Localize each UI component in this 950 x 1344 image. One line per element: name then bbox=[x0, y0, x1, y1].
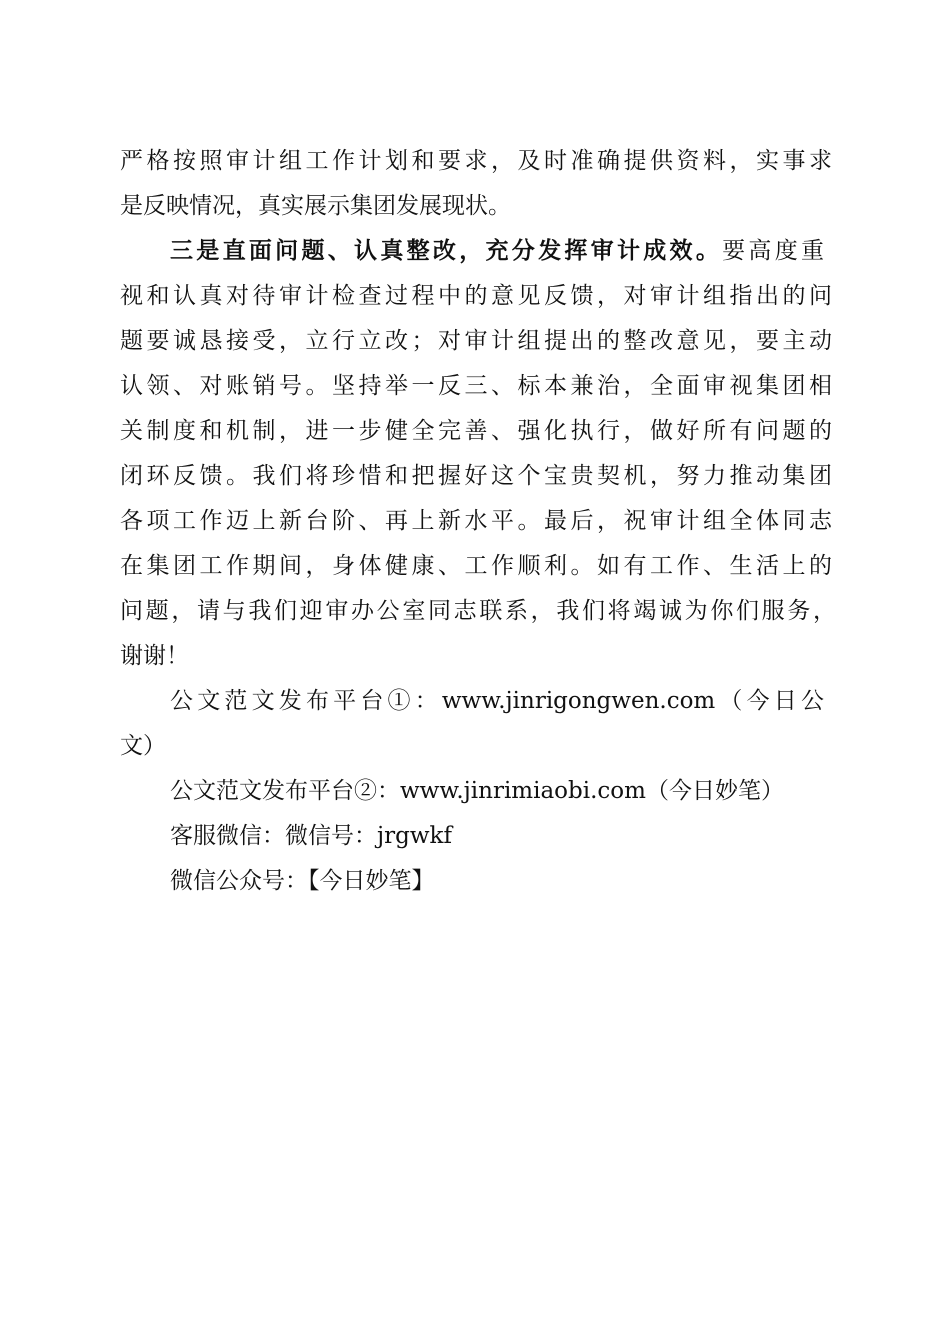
paragraph-2-line-2: 视和认真对待审计检查过程中的意见反馈，对审计组指出的问 bbox=[120, 283, 832, 309]
paragraph-2-bold-lead: 三是直面问题、认真整改，充分发挥审计成效。 bbox=[170, 237, 723, 264]
footer-platform-1-line-1: 公文范文发布平台①：www.jinrigongwen.com（今日公 bbox=[170, 688, 824, 714]
footer-official-account: 微信公众号：【今日妙笔】 bbox=[170, 868, 435, 894]
paragraph-2-line-10: 谢谢！ bbox=[120, 643, 189, 669]
paragraph-2-line-5: 关制度和机制，进一步健全完善、强化执行，做好所有问题的 bbox=[120, 418, 832, 444]
paragraph-1-line-2: 是反映情况，真实展示集团发展现状。 bbox=[120, 193, 511, 219]
paragraph-2-line-6: 闭环反馈。我们将珍惜和把握好这个宝贵契机，努力推动集团 bbox=[120, 463, 832, 489]
footer-platform-1-line-2: 文） bbox=[120, 733, 166, 759]
paragraph-2-line-1 bbox=[170, 236, 824, 266]
footer-service-wechat: 客服微信：微信号：jrgwkf bbox=[170, 823, 452, 849]
footer-platform-2: 公文范文发布平台②：www.jinrimiaobi.com（今日妙笔） bbox=[170, 778, 784, 804]
paragraph-2-line-1-rest: 要高度重 bbox=[722, 238, 825, 264]
paragraph-2-line-3: 题要诚恳接受，立行立改；对审计组提出的整改意见，要主动 bbox=[120, 328, 832, 354]
paragraph-2-line-9: 问题，请与我们迎审办公室同志联系，我们将竭诚为你们服务， bbox=[120, 598, 836, 624]
paragraph-2-line-7: 各项工作迈上新台阶、再上新水平。最后，祝审计组全体同志 bbox=[120, 508, 832, 534]
paragraph-2-line-4: 认领、对账销号。坚持举一反三、标本兼治，全面审视集团相 bbox=[120, 373, 832, 399]
paragraph-2-line-8: 在集团工作期间，身体健康、工作顺利。如有工作、生活上的 bbox=[120, 553, 832, 579]
paragraph-1-line-1: 严格按照审计组工作计划和要求，及时准确提供资料，实事求 bbox=[120, 148, 832, 174]
